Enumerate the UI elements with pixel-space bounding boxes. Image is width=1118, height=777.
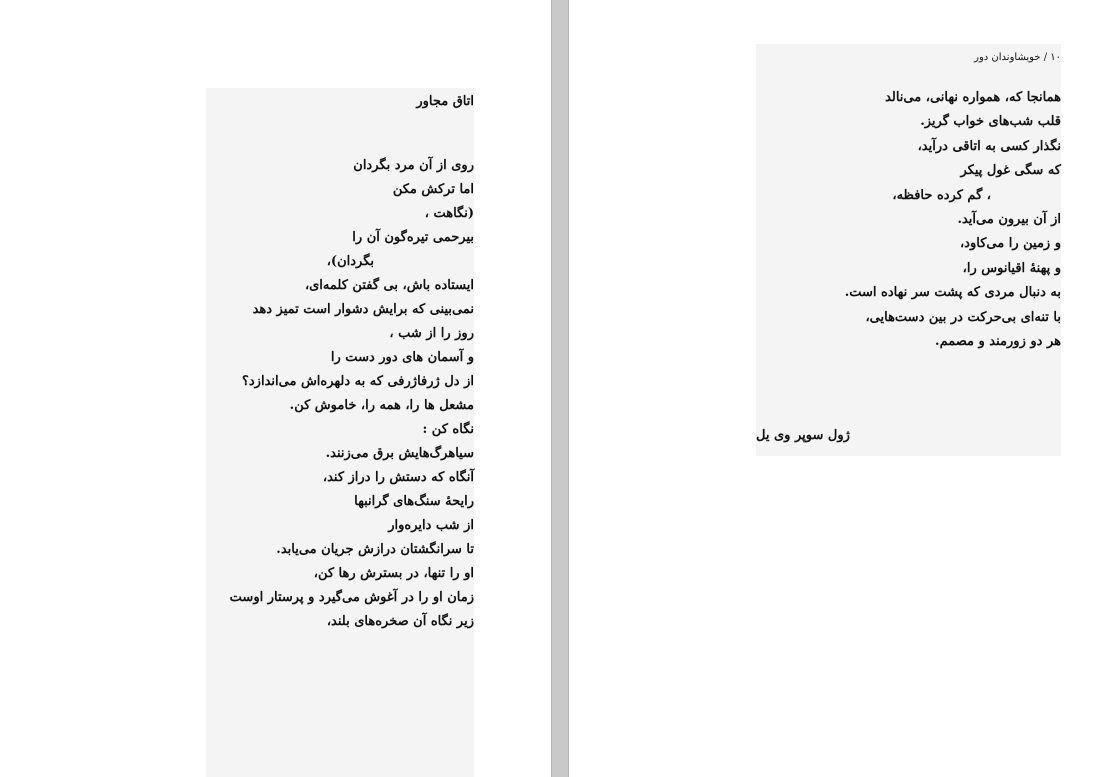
verse-line: همانجا که، همواره نهانی، می‌نالد [885, 90, 1061, 105]
verse-line: ایستاده باش، بی گفتن کلمه‌ای، [304, 278, 474, 293]
verse-line: تا سرانگشتان درازش جریان می‌یابد. [276, 542, 474, 557]
left-page-scan [206, 88, 474, 777]
verse-line: مشعل ها را، همه را، خاموش کن. [289, 398, 474, 413]
verse-line: قلب شب‌های خواب گریز. [920, 114, 1061, 130]
verse-line: به دنبال مردی که پشت سر نهاده است. [844, 285, 1061, 301]
page-gutter [551, 0, 569, 777]
verse-line: و آسمان های دور دست را [330, 350, 474, 365]
verse-line: که سگی غول پیکر [960, 163, 1061, 179]
author-signature: ژول سوپر وی یل [756, 428, 850, 443]
right-page-scan [756, 44, 1061, 456]
verse-line: روی از آن مرد بگردان [353, 158, 474, 173]
left-page [0, 0, 551, 777]
verse-line: (نگاهت ، [424, 206, 474, 221]
verse-line: از آن بیرون می‌آید. [957, 211, 1061, 227]
verse-line: از دل ژرفاژرفی که به دلهره‌اش می‌اندازد؟ [241, 374, 474, 389]
verse-line: رایحهٔ سنگ‌های گرانبها [354, 494, 474, 509]
verse-line: زیر نگاه آن صخره‌های بلند، [326, 614, 474, 629]
verse-line: بگردان)، [326, 254, 374, 269]
verse-line: نگاه کن : [422, 422, 474, 437]
verse-line: از شب دایره‌وار [388, 518, 474, 533]
verse-line: نگذار کسی به اتاقی درآید، [917, 138, 1061, 154]
verse-line: با تنه‌ای بی‌حرکت در بین دست‌هایی، [865, 309, 1061, 325]
left-verse-list [176, 154, 474, 634]
verse-line: بیرحمی تیره‌گون آن را [352, 230, 474, 245]
verse-line: زمان او را در آغوش می‌گیرد و پرستار اوست [229, 590, 474, 605]
verse-line: سیاهرگ‌هایش برق می‌زنند. [325, 446, 474, 461]
verse-line: ، گم کرده حافظه، [892, 187, 991, 203]
verse-line: نمی‌بینی که برایش دشوار است تمیز دهد [252, 302, 474, 317]
right-verse-list [726, 86, 1061, 354]
verse-line: هر دو زورمند و مصمم. [935, 333, 1061, 349]
verse-line: او را تنها، در بسترش رها کن، [313, 566, 474, 581]
verse-line: اما ترکش مکن [392, 182, 474, 197]
verse-line: و زمین را می‌کاود، [959, 236, 1061, 252]
running-header: ۱۰ / خویشاوندان دور [974, 52, 1061, 63]
verse-line: آنگاه که دستش را دراز کند، [322, 470, 474, 485]
right-page [569, 0, 1118, 777]
poem-title: اتاق مجاور [416, 94, 474, 109]
verse-line: و پهنهٔ اقیانوس را، [962, 260, 1061, 276]
verse-line: روز را از شب ، [389, 326, 474, 341]
